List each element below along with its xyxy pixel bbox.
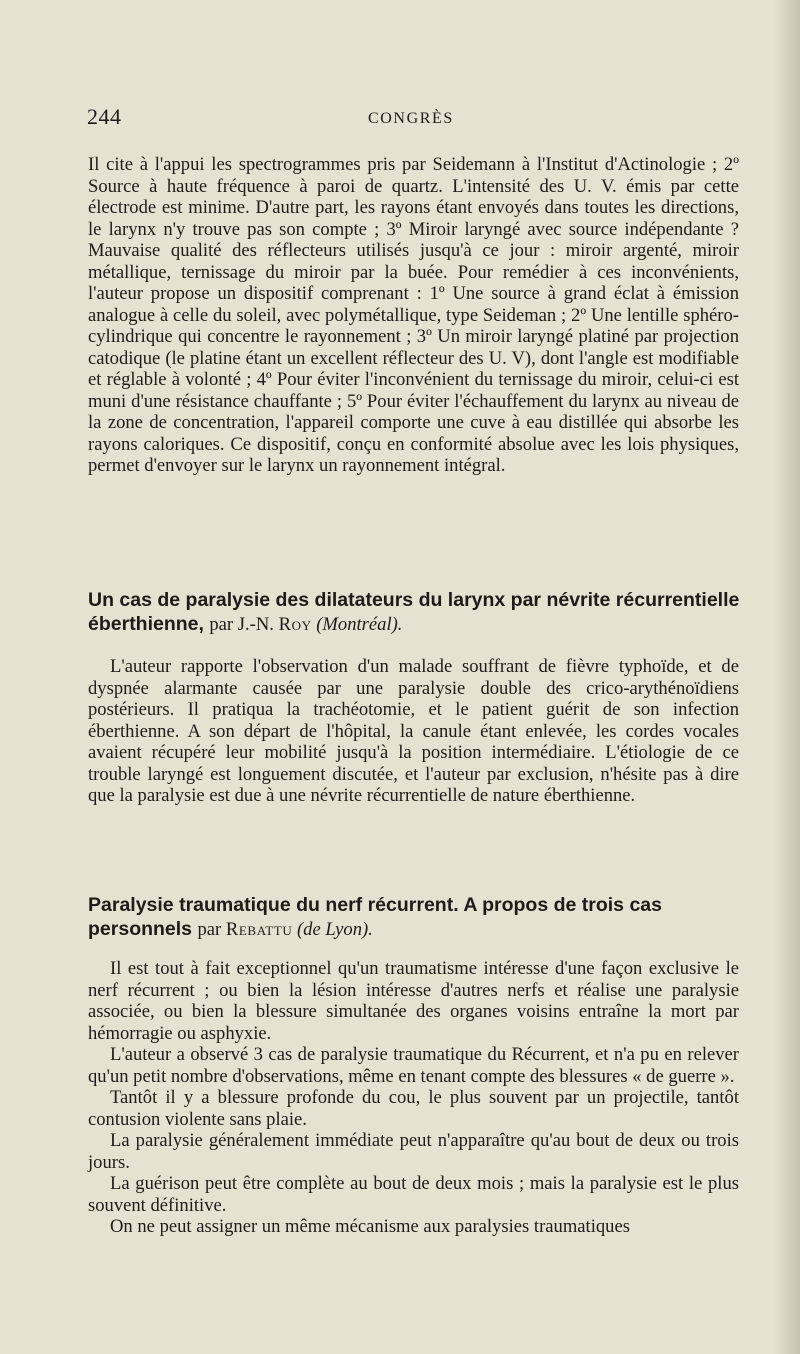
author-name: Roy bbox=[278, 614, 312, 635]
section-3-body bbox=[88, 958, 739, 1238]
byline-prefix: par J.-N. bbox=[209, 614, 274, 635]
author-location: (Montréal). bbox=[316, 614, 403, 635]
article-title-text: Paralysie traumatique du nerf récurrent. A propos de trois cas personnels bbox=[88, 894, 662, 940]
article-title-text: Un cas de paralysie des dilatateurs du larynx par névrite récurrentielle éberthienne, bbox=[88, 589, 740, 635]
paragraph: Tantôt il y a blessure profonde du cou, le plus souvent par un projectile, tantôt contusion violente sans plaie. bbox=[88, 1087, 739, 1130]
article-title-2 bbox=[88, 893, 740, 942]
page-edge-shadow bbox=[774, 0, 800, 1354]
section-2-body bbox=[88, 656, 739, 807]
paragraph: La guérison peut être complète au bout de deux mois ; mais la paralysie est le plus souvent définitive. bbox=[88, 1173, 739, 1216]
paragraph: L'auteur a observé 3 cas de paralysie traumatique du Récurrent, et n'a pu en relever qu'un petit nombre d'observations, même en tenant compte des blessures « de guerre ». bbox=[88, 1044, 739, 1087]
page-header bbox=[87, 104, 737, 134]
article-title-1 bbox=[88, 588, 740, 637]
byline-prefix: par bbox=[197, 919, 222, 940]
paragraph: On ne peut assigner un même mécanisme aux paralysies traumatiques bbox=[110, 1216, 630, 1237]
section-1-body bbox=[88, 154, 739, 477]
paragraph: La paralysie généralement immédiate peut n'apparaître qu'au bout de deux ou trois jours. bbox=[88, 1130, 739, 1173]
author-name: Rebattu bbox=[225, 919, 293, 940]
paragraph: Il cite à l'appui les spectrogrammes pris par Seidemann à l'Institut d'Actinologie ; 2º Source à haute fréquence à paroi de quartz. L'intensité des U. V. émis par cette électrode est minime. D'autre part, les rayons étant envoyés dans toutes les directions, le larynx n'y trouve pas son compte ; 3º Miroir laryngé avec source indépendante ? Mauvaise qualité des réflecteurs utilisés jusqu'à ce jour : miroir argenté, miroir métallique, ternissage du miroir par la buée. Pour remédier à ces inconvénients, l'auteur propose un dispositif comprenant : 1º Une source à grand éclat à émission analogue à celle du soleil, avec polymétallique, type Seideman ; 2º Une lentille sphéro-cylindrique qui concentre le rayonnement ; 3º Un miroir laryngé platiné par projection catodique (le platine étant un excellent réflecteur des U. V), dont l'angle est modifiable et réglable à volonté ; 4º Pour éviter l'inconvénient du ternissage du miroir, celui-ci est muni d'une résistance chauffante ; 5º Pour éviter l'échauffement du larynx au niveau de la zone de concentration, l'appareil comporte une cuve à eau distillée qui absorbe les rayons caloriques. Ce dispositif, conçu en conformité absolue avec les lois physiques, permet d'envoyer sur le larynx un rayonnement intégral. bbox=[88, 154, 739, 476]
paragraph: L'auteur rapporte l'observation d'un malade souffrant de fièvre typhoïde, et de dyspnée alarmante causée par une paralysie double des crico-arythénoïdiens postérieurs. Il pratiqua la trachéotomie, et le patient guérit de son infection éberthienne. A son départ de l'hôpital, la canule étant enlevée, les cordes vocales avaient récupéré leur mobilité jusqu'à la position intermédiaire. L'étiologie de ce trouble laryngé est longuement discutée, et l'auteur par exclusion, n'hésite pas à dire que la paralysie est due à une névrite récurrentielle de nature éberthienne. bbox=[88, 656, 739, 806]
running-head: CONGRÈS bbox=[368, 110, 454, 127]
page-number: 244 bbox=[87, 104, 122, 129]
author-location: (de Lyon). bbox=[296, 919, 373, 940]
paragraph: Il est tout à fait exceptionnel qu'un traumatisme intéresse d'une façon exclusive le nerf récurrent ; ou bien la lésion intéresse d'autres nerfs et réalise une paralysie associée, ou bien la blessure simultanée des organes voisins entraîne la mort par hémorragie ou asphyxie. bbox=[88, 958, 739, 1044]
